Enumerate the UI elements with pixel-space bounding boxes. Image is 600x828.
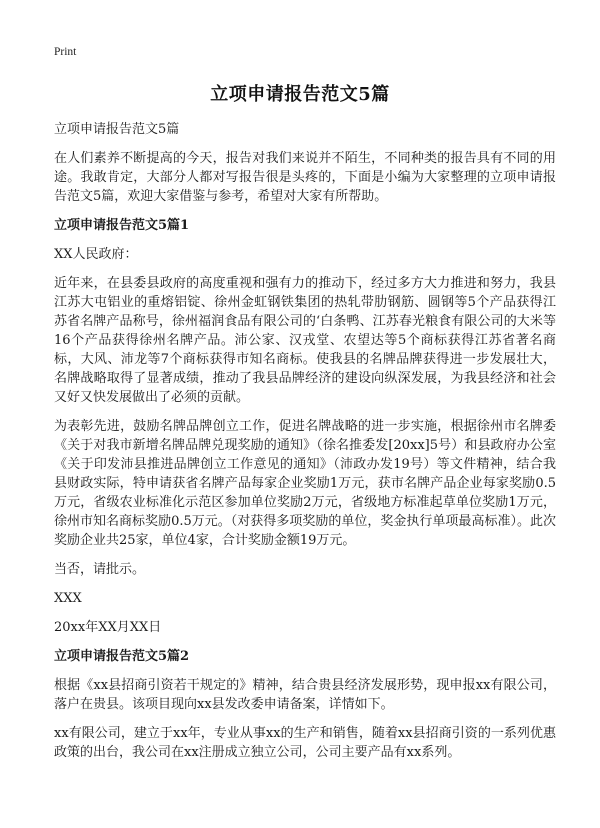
section-heading-1: 立项申请报告范文5篇1 bbox=[54, 218, 190, 233]
article-body bbox=[54, 120, 556, 772]
intro-paragraph: 在人们素养不断提高的今天，报告对我们来说并不陌生，不同种类的报告具有不同的用途。我敢肯定，大部分人都对写报告很是头疼的，下面是小编为大家整理的立项申请报告范文5篇，欢迎大家借鉴与参考，希望对大家有所帮助。 bbox=[54, 151, 556, 204]
section-heading-2: 立项申请报告范文5篇2 bbox=[54, 649, 190, 664]
section2-paragraph-2: xx有限公司，建立于xx年，专业从事xx的生产和销售，随着xx县招商引资的一系列优惠政策的出台，我公司在xx注册成立独立公司，公司主要产品有xx系列。 bbox=[54, 726, 556, 760]
article-subtitle: 立项申请报告范文5篇 bbox=[54, 122, 180, 137]
section1-paragraph-1: 近年来，在县委县政府的高度重视和强有力的推动下，经过多方大力推进和努力，我县江苏大屯铝业的重熔铝锭、徐州金虹钢铁集团的热轧带肋钢筋、圆钢等5个产品获得江苏省名牌产品称号，徐州福润食品有限公司的‘白条鸭、江苏春光粮食有限公司的大米等16个产品获得徐州名牌产品。沛公家、汉戎堂、农望达等5个商标获得江苏省著名商标，大风、沛龙等7个商标获得市知名商标。使我县的名牌品牌获得进一步发展壮大，名牌战略取得了显著成绩，推动了我县品牌经济的建设向纵深发展，为我县经济和社会又好又快发展做出了必须的贡献。 bbox=[54, 276, 556, 405]
page-title: 立项申请报告范文5篇 bbox=[210, 84, 390, 105]
salutation: XX人民政府： bbox=[54, 247, 138, 262]
section2-paragraph-1: 根据《xx县招商引资若干规定的》精神，结合贵县经济发展形势，现申报xx有限公司，落户在贵县。该项目现向xx县发改委申请备案，详情如下。 bbox=[54, 678, 556, 712]
closing-line: 当否，请批示。 bbox=[54, 562, 146, 577]
signature: XXX bbox=[54, 591, 82, 606]
date-line: 20xx年XX月XX日 bbox=[54, 620, 162, 635]
print-link[interactable]: Print bbox=[54, 46, 77, 58]
section1-paragraph-2: 为表彰先进，鼓励名牌品牌创立工作，促进名牌战略的进一步实施，根据徐州市名牌委《关于对我市新增名牌品牌兑现奖励的通知》（徐名推委发[20xx]5号）和县政府办公室《关于印发沛县推进品牌创立工作意见的通知》（沛政办发19号）等文件精神，结合我县财政实际，特申请获省名牌产品每家企业奖励1万元，获市名牌产品企业每家奖励0.5万元，省级农业标准化示范区参加单位奖励2万元，省级地方标准起草单位奖励1万元，徐州市知名商标奖励0.5万元。（对获得多项奖励的单位，奖金执行单项最高标准）。此次奖励企业共25家，单位4家，合计奖励金额19万元。 bbox=[54, 419, 556, 548]
